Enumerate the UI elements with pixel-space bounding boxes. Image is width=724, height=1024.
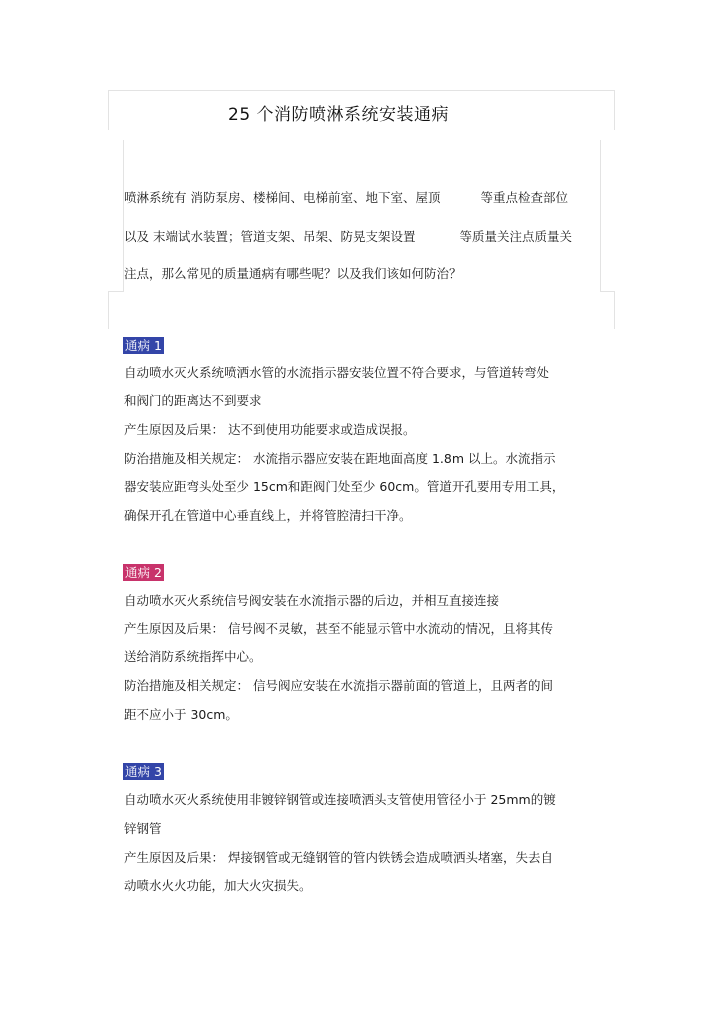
intro-line-1-a: 喷淋系统有 消防泵房、楼梯间、电梯前室、地下室、屋顶 [124, 190, 441, 205]
defect-2-line-5: 距不应小于 30cm。 [124, 707, 238, 722]
defect-2-line-1: 自动喷水灭火系统信号阀安装在水流指示器的后边，并相互直接连接 [124, 593, 500, 608]
defect-1-line-3: 产生原因及后果： 达不到使用功能要求或造成误报。 [124, 422, 416, 437]
intro-bottom-left [108, 291, 124, 292]
frame-top-line [108, 90, 615, 91]
defect-2-line-3: 送给消防系统指挥中心。 [124, 649, 262, 664]
defect-1-line-2: 和阀门的距离达不到要求 [124, 393, 262, 408]
intro-line-1-b: 等重点检查部位 [480, 190, 568, 205]
defect-2-tag: 通病 2 [125, 565, 162, 580]
defect-3-line-4: 动喷水火火功能，加大火灾损失。 [124, 878, 312, 893]
intro-line-3: 注点，那么常见的质量通病有哪些呢？以及我们该如何防治？ [124, 266, 462, 281]
defect-3-line-2: 锌钢管 [124, 821, 162, 836]
frame-left-line [108, 90, 109, 130]
intro-line-1 [124, 189, 568, 207]
defect-3-line-3: 产生原因及后果： 焊接钢管或无缝钢管的管内铁锈会造成喷洒头堵塞，失去自 [124, 850, 553, 865]
intro-bottom-right [600, 291, 615, 292]
defect-3-line-1: 自动喷水灭火系统使用非镀锌钢管或连接喷洒头支管使用管径小于 25mm的镀 [124, 792, 556, 807]
defect-1-line-5: 器安装应距弯头处至少 15cm和距阀门处至少 60cm。管道开孔要用专用工具， [124, 479, 565, 494]
defect-1-line-6: 确保开孔在管道中心垂直线上，并将管腔清扫干净。 [124, 508, 412, 523]
frame-right-line [614, 90, 615, 130]
page-title: 25 个消防喷淋系统安装通病 [228, 105, 450, 125]
defect-3-tag: 通病 3 [125, 764, 162, 779]
defect-1-line-4: 防治措施及相关规定： 水流指示器应安装在距地面高度 1.8m 以上。水流指示 [124, 451, 556, 466]
intro-line-2-a: 以及 末端试水装置；管道支架、吊架、防晃支架设置 [124, 229, 416, 244]
frame-right-lower [614, 291, 615, 329]
intro-line-2-b: 等质量关注点质量关 [459, 229, 572, 244]
intro-right-line [600, 140, 601, 292]
defect-1-tag: 通病 1 [125, 338, 162, 353]
defect-2-line-4: 防治措施及相关规定： 信号阀应安装在水流指示器前面的管道上，且两者的间 [124, 678, 553, 693]
intro-line-2 [124, 228, 572, 246]
frame-left-lower [108, 291, 109, 329]
defect-1-line-1: 自动喷水灭火系统喷洒水管的水流指示器安装位置不符合要求，与管道转弯处 [124, 365, 550, 380]
defect-2-line-2: 产生原因及后果： 信号阀不灵敏，甚至不能显示管中水流动的情况，且将其传 [124, 621, 553, 636]
